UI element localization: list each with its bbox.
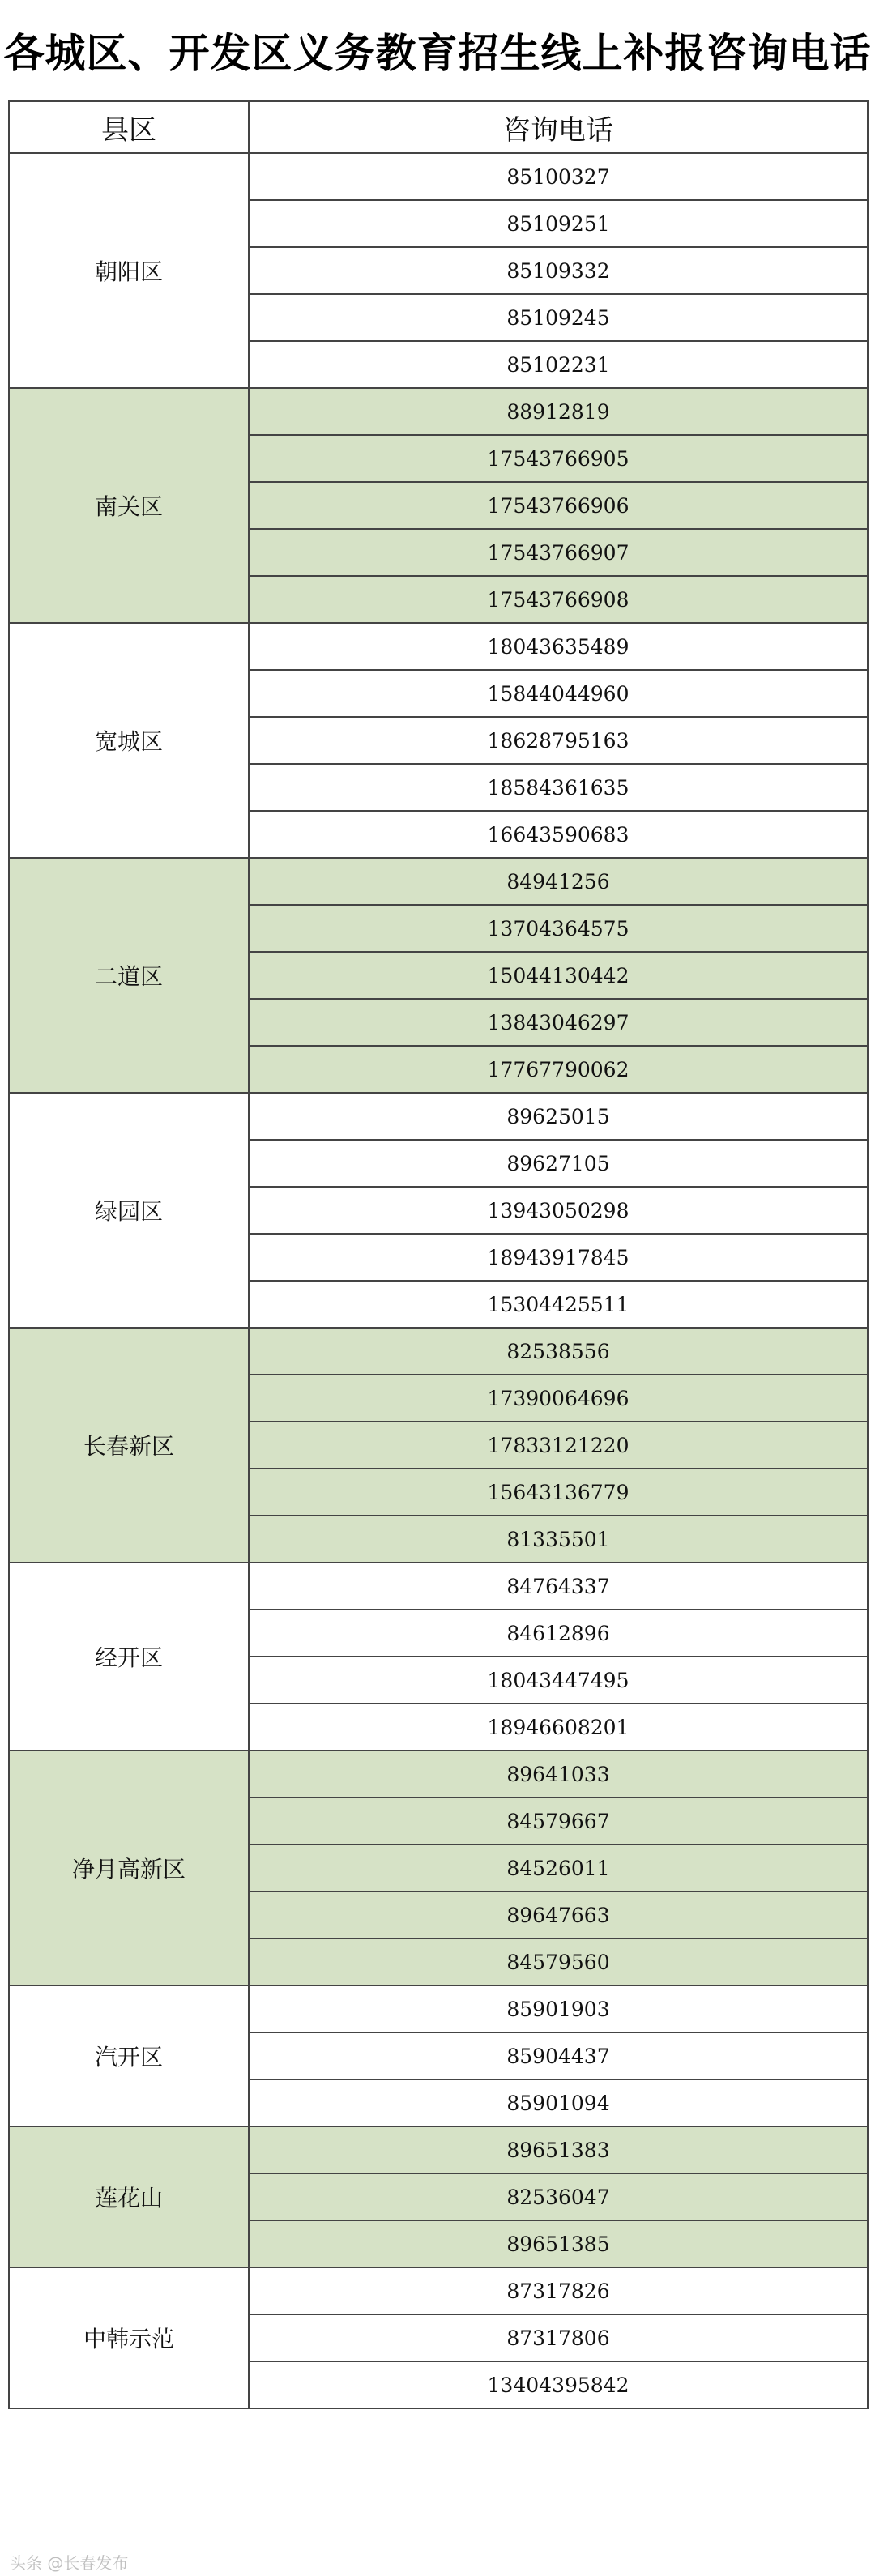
phone-number-cell: 17543766906 xyxy=(249,482,868,529)
phone-number-cell: 15044130442 xyxy=(249,952,868,999)
phone-number-cell: 89641033 xyxy=(249,1751,868,1798)
phone-number-cell: 13843046297 xyxy=(249,999,868,1046)
phone-number-cell: 84526011 xyxy=(249,1845,868,1891)
district-cell: 绿园区 xyxy=(9,1093,249,1328)
phone-number-cell: 89647663 xyxy=(249,1891,868,1938)
phone-number-cell: 17543766905 xyxy=(249,435,868,482)
phone-number-cell: 88912819 xyxy=(249,388,868,435)
district-cell: 长春新区 xyxy=(9,1328,249,1563)
phone-number-cell: 84579667 xyxy=(249,1798,868,1845)
table-row xyxy=(9,623,868,670)
phone-number-cell: 85901903 xyxy=(249,1985,868,2032)
phone-number-cell: 17833121220 xyxy=(249,1422,868,1469)
table-row xyxy=(9,2267,868,2314)
district-cell: 中韩示范 xyxy=(9,2267,249,2408)
phone-number-cell: 17390064696 xyxy=(249,1375,868,1422)
phone-number-cell: 13704364575 xyxy=(249,905,868,952)
district-cell: 经开区 xyxy=(9,1563,249,1751)
phone-number-cell: 81335501 xyxy=(249,1516,868,1563)
table-header-row xyxy=(9,101,868,153)
phone-number-cell: 87317806 xyxy=(249,2314,868,2361)
phone-number-cell: 89651385 xyxy=(249,2220,868,2267)
phone-number-cell: 85109251 xyxy=(249,200,868,247)
phone-number-cell: 85109332 xyxy=(249,247,868,294)
phone-number-cell: 85904437 xyxy=(249,2032,868,2079)
phone-number-cell: 15304425511 xyxy=(249,1281,868,1328)
phone-number-cell: 18628795163 xyxy=(249,717,868,764)
phone-number-cell: 18043447495 xyxy=(249,1657,868,1704)
district-cell: 汽开区 xyxy=(9,1985,249,2126)
phone-number-cell: 13943050298 xyxy=(249,1187,868,1234)
phone-number-cell: 82538556 xyxy=(249,1328,868,1375)
table-row xyxy=(9,1328,868,1375)
table-row xyxy=(9,1093,868,1140)
phone-number-cell: 15844044960 xyxy=(249,670,868,717)
phone-number-cell: 84764337 xyxy=(249,1563,868,1610)
phone-number-cell: 84612896 xyxy=(249,1610,868,1657)
page-title: 各城区、开发区义务教育招生线上补报咨询电话 xyxy=(3,30,872,77)
table-row xyxy=(9,153,868,200)
district-cell: 净月高新区 xyxy=(9,1751,249,1985)
phone-number-cell: 89651383 xyxy=(249,2126,868,2173)
phone-number-cell: 87317826 xyxy=(249,2267,868,2314)
table-body xyxy=(9,153,868,2408)
phone-number-cell: 85109245 xyxy=(249,294,868,341)
phone-number-cell: 89627105 xyxy=(249,1140,868,1187)
phone-number-cell: 85901094 xyxy=(249,2079,868,2126)
watermark: 头条 @长春发布 xyxy=(10,2553,129,2573)
phone-number-cell: 15643136779 xyxy=(249,1469,868,1516)
district-cell: 朝阳区 xyxy=(9,153,249,388)
table-row xyxy=(9,1751,868,1798)
table-row xyxy=(9,858,868,905)
header-district: 县区 xyxy=(9,101,249,153)
table-row xyxy=(9,1985,868,2032)
phone-number-cell: 89625015 xyxy=(249,1093,868,1140)
district-cell: 南关区 xyxy=(9,388,249,623)
phone-number-cell: 17543766908 xyxy=(249,576,868,623)
district-cell: 莲花山 xyxy=(9,2126,249,2267)
phone-table xyxy=(8,100,869,2409)
phone-number-cell: 85102231 xyxy=(249,341,868,388)
phone-number-cell: 82536047 xyxy=(249,2173,868,2220)
phone-number-cell: 84579560 xyxy=(249,1938,868,1985)
table-row xyxy=(9,388,868,435)
phone-number-cell: 18943917845 xyxy=(249,1234,868,1281)
table-row xyxy=(9,2126,868,2173)
phone-number-cell: 85100327 xyxy=(249,153,868,200)
district-cell: 宽城区 xyxy=(9,623,249,858)
district-cell: 二道区 xyxy=(9,858,249,1093)
phone-number-cell: 18946608201 xyxy=(249,1704,868,1751)
phone-number-cell: 18584361635 xyxy=(249,764,868,811)
phone-number-cell: 84941256 xyxy=(249,858,868,905)
phone-number-cell: 16643590683 xyxy=(249,811,868,858)
phone-number-cell: 18043635489 xyxy=(249,623,868,670)
phone-number-cell: 13404395842 xyxy=(249,2361,868,2408)
table-row xyxy=(9,1563,868,1610)
phone-number-cell: 17767790062 xyxy=(249,1046,868,1093)
header-phone: 咨询电话 xyxy=(249,101,868,153)
phone-number-cell: 17543766907 xyxy=(249,529,868,576)
